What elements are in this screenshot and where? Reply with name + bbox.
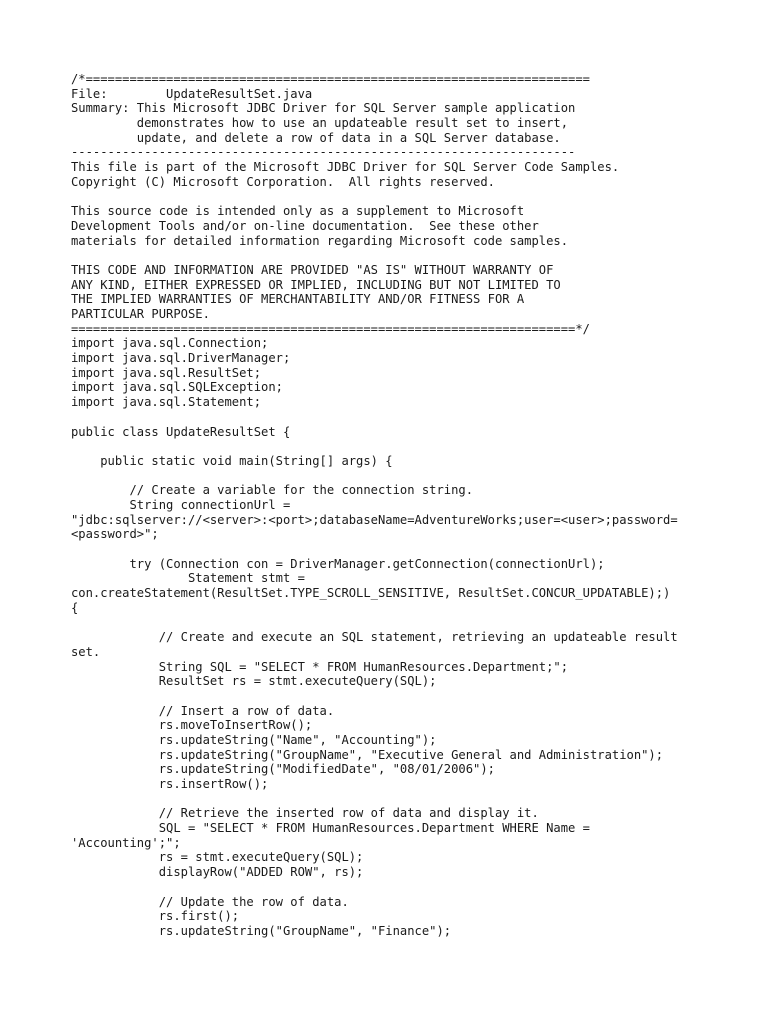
code-line: Statement stmt = xyxy=(71,571,305,586)
code-line: Development Tools and/or on-line documentation. See these other xyxy=(71,218,539,233)
code-line: demonstrates how to use an updateable result set to insert, xyxy=(71,116,569,131)
code-line: import java.sql.SQLException; xyxy=(71,380,283,395)
code-line: String SQL = "SELECT * FROM HumanResources.Department;"; xyxy=(71,659,569,674)
code-line: /*===================================================================== xyxy=(71,72,590,86)
code-line xyxy=(71,439,678,454)
code-line: This file is part of the Microsoft JDBC Driver for SQL Server Code Samples. xyxy=(71,160,620,175)
code-line: { xyxy=(71,600,79,615)
code-line: File: UpdateResultSet.java xyxy=(71,86,313,101)
code-line: // Update the row of data. xyxy=(71,894,349,909)
code-line: rs.first(); xyxy=(71,909,240,924)
code-line xyxy=(71,615,678,630)
code-line: // Retrieve the inserted row of data and display it. xyxy=(71,806,539,821)
code-line: <password>"; xyxy=(71,527,159,542)
code-line: rs.updateString("GroupName", "Executive General and Administration"); xyxy=(71,747,664,762)
code-line: update, and delete a row of data in a SQL Server database. xyxy=(71,130,561,145)
code-line xyxy=(71,248,678,263)
code-line: Copyright (C) Microsoft Corporation. All rights reserved. xyxy=(71,174,495,189)
code-line: materials for detailed information regarding Microsoft code samples. xyxy=(71,233,569,248)
code-line: ResultSet rs = stmt.executeQuery(SQL); xyxy=(71,674,437,689)
code-line: String connectionUrl = xyxy=(71,497,291,512)
code-line: Summary: This Microsoft JDBC Driver for SQL Server sample application xyxy=(71,101,576,116)
code-line: import java.sql.Connection; xyxy=(71,336,269,351)
code-line: This source code is intended only as a supplement to Microsoft xyxy=(71,204,525,219)
code-line: rs.insertRow(); xyxy=(71,777,269,791)
code-line xyxy=(71,469,678,484)
code-line: =====================================================================*/ xyxy=(71,321,590,336)
code-line: THIS CODE AND INFORMATION ARE PROVIDED "AS IS" WITHOUT WARRANTY OF xyxy=(71,262,554,277)
code-line: rs.updateString("Name", "Accounting"); xyxy=(71,732,437,747)
code-line: public class UpdateResultSet { xyxy=(71,424,291,439)
code-line: // Insert a row of data. xyxy=(71,703,335,718)
code-line: rs = stmt.executeQuery(SQL); xyxy=(71,850,364,865)
code-line: try (Connection con = DriverManager.getConnection(connectionUrl); xyxy=(71,556,605,571)
source-code-listing xyxy=(71,72,678,939)
code-line xyxy=(71,542,678,557)
code-line: SQL = "SELECT * FROM HumanResources.Department WHERE Name = xyxy=(71,821,590,836)
code-line: set. xyxy=(71,644,101,659)
code-line: rs.moveToInsertRow(); xyxy=(71,718,313,733)
code-line: rs.updateString("ModifiedDate", "08/01/2006"); xyxy=(71,762,495,777)
code-line: // Create a variable for the connection string. xyxy=(71,483,474,498)
code-line: // Create and execute an SQL statement, retrieving an updateable result xyxy=(71,630,678,645)
code-line xyxy=(71,880,678,895)
code-line: THE IMPLIED WARRANTIES OF MERCHANTABILITY AND/OR FITNESS FOR A xyxy=(71,292,525,307)
code-line: "jdbc:sqlserver://<server>:<port>;databaseName=AdventureWorks;user=<user>;password= xyxy=(71,512,678,527)
code-line: import java.sql.Statement; xyxy=(71,395,262,410)
code-line: rs.updateString("GroupName", "Finance"); xyxy=(71,923,452,938)
code-line: PARTICULAR PURPOSE. xyxy=(71,307,210,321)
code-line: --------------------------------------------------------------------- xyxy=(71,145,576,160)
code-line xyxy=(71,190,678,205)
code-line: import java.sql.DriverManager; xyxy=(71,351,291,366)
code-line: 'Accounting';"; xyxy=(71,835,181,850)
code-line: ANY KIND, EITHER EXPRESSED OR IMPLIED, INCLUDING BUT NOT LIMITED TO xyxy=(71,277,561,292)
code-line: displayRow("ADDED ROW", rs); xyxy=(71,865,364,880)
code-line xyxy=(71,689,678,704)
code-line xyxy=(71,792,678,807)
code-line: con.createStatement(ResultSet.TYPE_SCROLL_SENSITIVE, ResultSet.CONCUR_UPDATABLE);) xyxy=(71,586,671,601)
code-line xyxy=(71,410,678,425)
code-line: public static void main(String[] args) { xyxy=(71,453,393,468)
code-line: import java.sql.ResultSet; xyxy=(71,365,262,380)
